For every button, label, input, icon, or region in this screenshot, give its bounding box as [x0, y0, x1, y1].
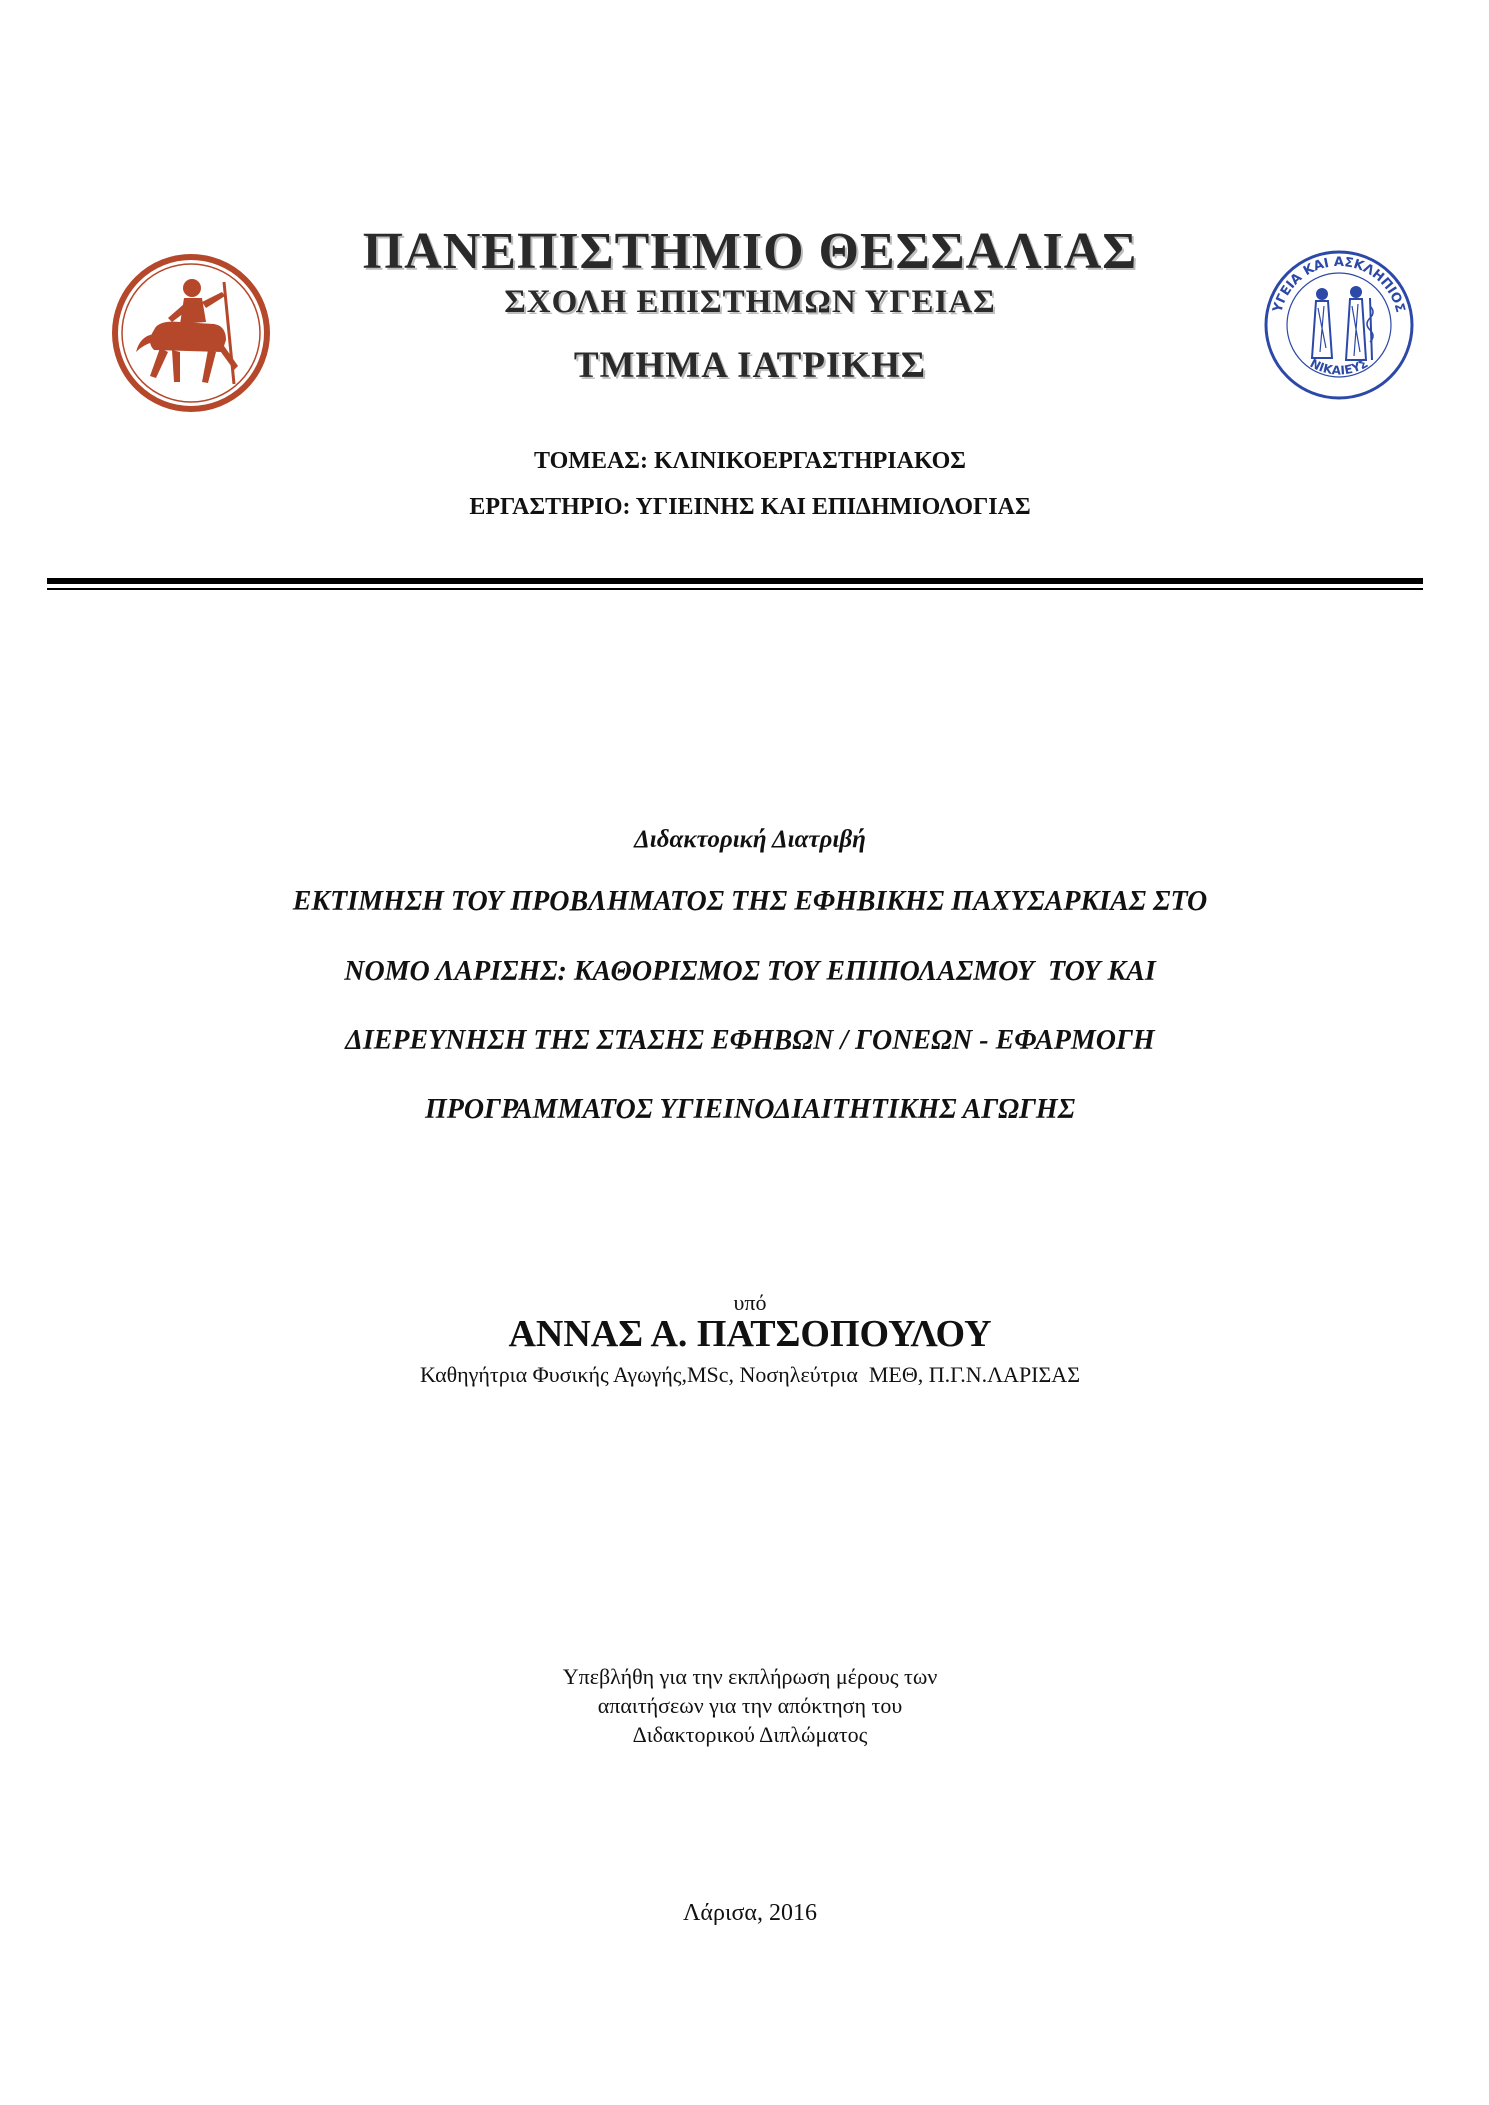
thesis-title-line: ΠΡΟΓΡΑΜΜΑΤΟΣ ΥΓΙΕΙΝΟΔΙΑΙΤΗΤΙΚΗΣ ΑΓΩΓΗΣ [424, 1094, 1076, 1125]
thesis-title-line: ΕΚΤΙΜΗΣΗ ΤΟΥ ΠΡΟΒΛΗΜΑΤΟΣ ΤΗΣ ΕΦΗΒΙΚΗΣ ΠΑΧΥΣΑΡΚΙΑΣ ΣΤΟ [292, 886, 1208, 917]
laboratory-name: ΕΡΓΑΣΤΗΡΙΟ: ΥΓΙΕΙΝΗΣ ΚΑΙ ΕΠΙΔΗΜΙΟΛΟΓΙΑΣ [469, 494, 1031, 520]
submission-statement-line: Διδακτορικού Διπλώματος [632, 1722, 868, 1747]
submission-statement-line: απαιτήσεων για την απόκτηση του [597, 1693, 903, 1718]
header-divider-thick [47, 578, 1423, 584]
by-label: υπό [733, 1290, 767, 1315]
place-date: Λάρισα, 2016 [683, 1900, 817, 1926]
school-name: ΣΧΟΛΗ ΕΠΙΣΤΗΜΩΝ ΥΓΕΙΑΣ [504, 284, 996, 320]
svg-text:ΥΓΕΙΑ ΚΑΙ ΑΣΚΛΗΠΙΟΣ: ΥΓΕΙΑ ΚΑΙ ΑΣΚΛΗΠΙΟΣ [1270, 254, 1408, 315]
university-name: ΠΑΝΕΠΙΣΤΗΜΙΟ ΘΕΣΣΑΛΙΑΣ [362, 223, 1138, 280]
sector-name: ΤΟΜΕΑΣ: ΚΛΙΝΙΚΟΕΡΓΑΣΤΗΡΙΑΚΟΣ [534, 448, 966, 474]
thesis-title-line: ΝΟΜΟ ΛΑΡΙΣΗΣ: ΚΑΘΟΡΙΣΜΟΣ ΤΟΥ ΕΠΙΠΟΛΑΣΜΟΥ ΤΟΥ ΚΑΙ [344, 956, 1156, 987]
hygeia-asclepius-seal-icon [1262, 248, 1416, 402]
author-name: ΑΝΝΑΣ Α. ΠΑΤΣΟΠΟΥΛΟΥ [508, 1313, 992, 1355]
department-name: ΤΜΗΜΑ ΙΑΤΡΙΚΗΣ [573, 345, 927, 386]
svg-text:ΝΙΚΑΙΕΥΣ: ΝΙΚΑΙΕΥΣ [1307, 356, 1371, 378]
author-credentials: Καθηγήτρια Φυσικής Αγωγής,MSc, Νοσηλεύτρια ΜΕΘ, Π.Γ.Ν.ΛΑΡΙΣΑΣ [420, 1362, 1080, 1387]
header-divider-thin [47, 588, 1423, 590]
thesis-title-line: ΔΙΕΡΕΥΝΗΣΗ ΤΗΣ ΣΤΑΣΗΣ ΕΦΗΒΩΝ / ΓΟΝΕΩΝ - ΕΦΑΡΜΟΓΗ [345, 1025, 1155, 1056]
centaur-seal-icon [110, 252, 272, 414]
thesis-type: Διδακτορική Διατριβή [634, 826, 866, 853]
submission-statement-line: Υπεβλήθη για την εκπλήρωση μέρους των [562, 1664, 938, 1689]
